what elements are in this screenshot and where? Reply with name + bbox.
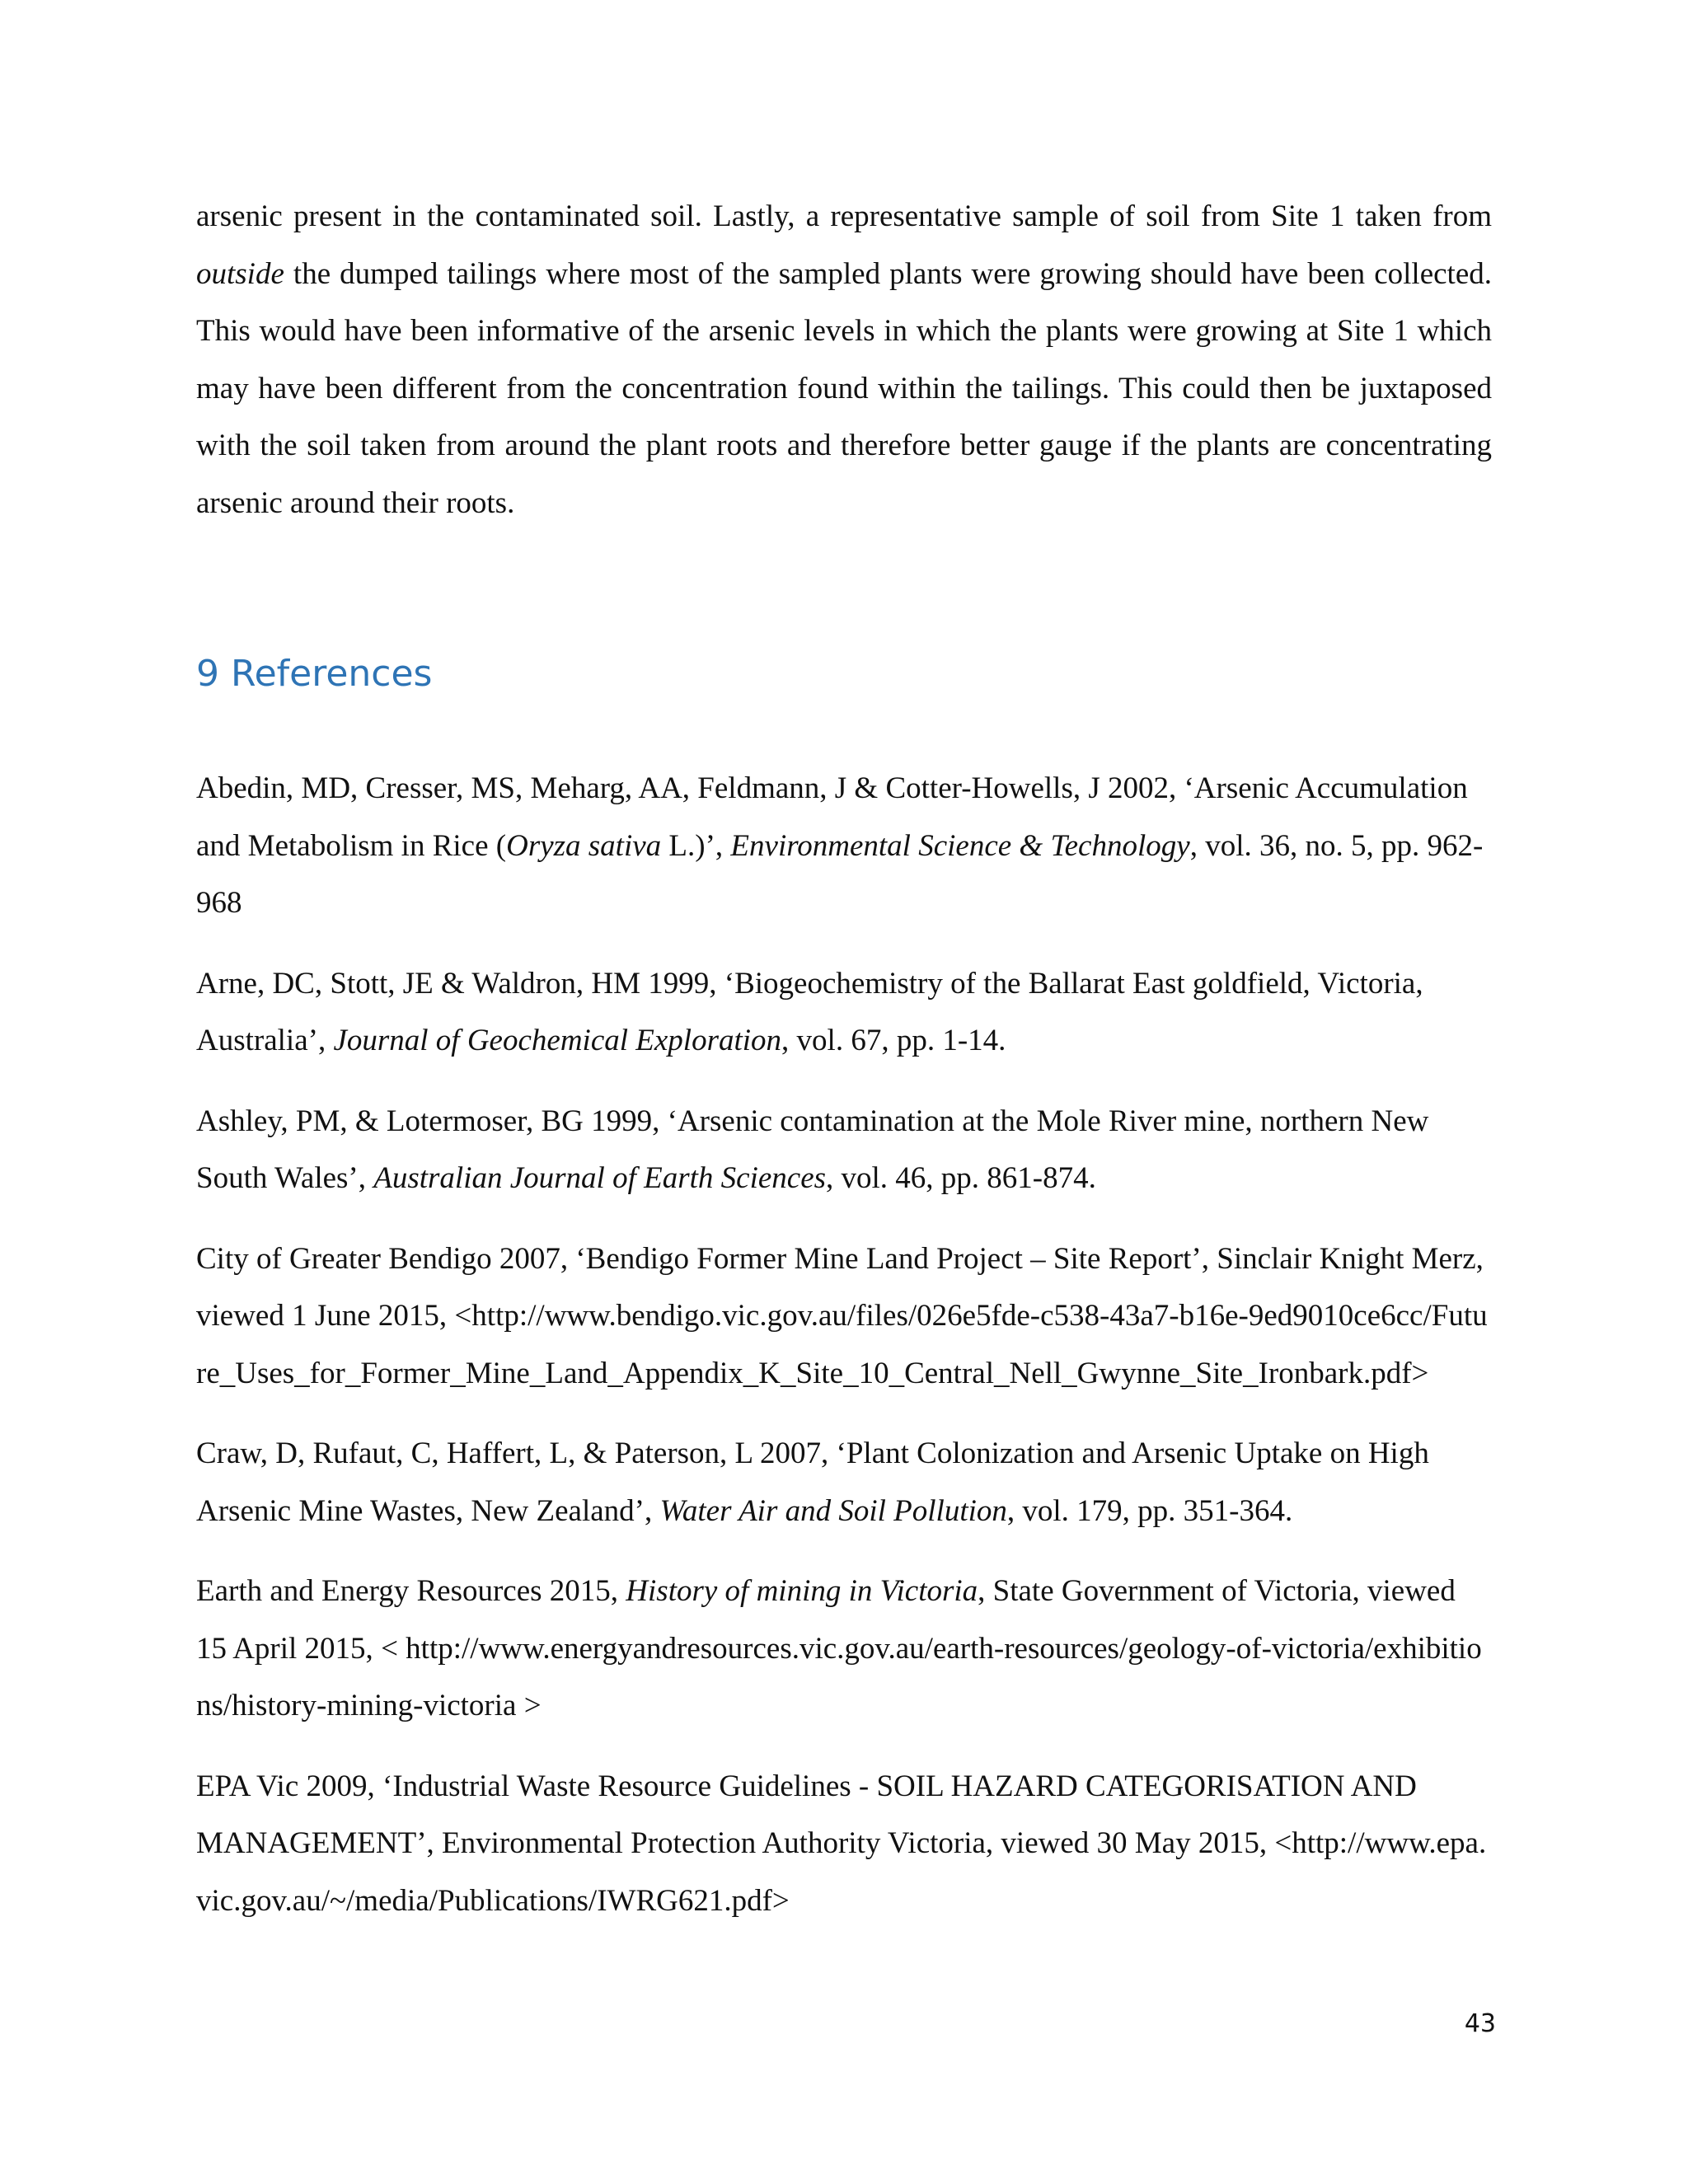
reference-entry: [196, 955, 1492, 1070]
journal-title: Water Air and Soil Pollution: [659, 1493, 1007, 1528]
reference-list: [196, 760, 1492, 1952]
reference-entry: [196, 1230, 1492, 1403]
reference-text: EPA Vic 2009, ‘Industrial Waste Resource Guidelines - SOIL HAZARD CATEGORISATION AND MANAGEMENT’, Environmental Protection Authority Victoria, viewed 30 May 2015,: [196, 1769, 1417, 1860]
reference-text: Abedin, MD, Cresser, MS, Meharg, AA, Feldmann, J & Cotter-Howells, J 2002, ‘Arsenic Accumulation and Metabolism in Rice (: [196, 771, 1468, 863]
body-text-segment: the dumped tailings where most of the sampled plants were growing should have been collected. This would have been informative of the arsenic levels in which the plants were growing at Site 1 which may have been different from the concentration found within the tailings. This could then be juxtaposed with the soil taken from around the plant roots and therefore better gauge if the plants are concentrating arsenic around their roots.: [196, 256, 1492, 520]
reference-entry: [196, 760, 1492, 932]
reference-text: , vol. 67, pp. 1-14.: [781, 1024, 1006, 1057]
reference-italic: Oryza sativa: [506, 828, 662, 863]
reference-text: , State Government of Victoria, viewed 15 April 2015,: [196, 1574, 1456, 1666]
reference-entry: [196, 1093, 1492, 1207]
reference-text: , vol. 179, pp. 351-364.: [1006, 1493, 1293, 1528]
reference-entry: [196, 1758, 1492, 1930]
reference-url[interactable]: <http://www.bendigo.vic.gov.au/files/026e5fde-c538-43a7-b16e-9ed9010ce6cc/Future_Uses_for_Former_Mine_Land_Appendix_K_Site_10_Central_Nell_Gwynne_Site_Ironbark.pdf>: [196, 1299, 1488, 1390]
emphasis-outside: outside: [196, 256, 284, 291]
reference-italic: History of mining in Victoria: [626, 1574, 978, 1608]
reference-text: Craw, D, Rufaut, C, Haffert, L, & Paterson, L 2007, ‘Plant Colonization and Arsenic Uptake on High Arsenic Mine Wastes, New Zealand’,: [196, 1436, 1429, 1528]
body-text-segment: arsenic present in the contaminated soil. Lastly, a representative sample of soil from Site 1 taken from: [196, 199, 1492, 233]
body-paragraph: [196, 188, 1492, 532]
reference-text: Ashley, PM, & Lotermoser, BG 1999, ‘Arsenic contamination at the Mole River mine, northern New South Wales’,: [196, 1104, 1429, 1195]
page-number: 43: [1464, 2009, 1496, 2038]
reference-entry: [196, 1563, 1492, 1735]
reference-entry: [196, 1425, 1492, 1540]
journal-title: Environmental Science & Technology: [730, 828, 1190, 863]
reference-text: City of Greater Bendigo 2007, ‘Bendigo Former Mine Land Project – Site Report’, Sinclair Knight Merz, viewed 1 June 2015,: [196, 1241, 1484, 1333]
reference-url[interactable]: <http://www.epa.vic.gov.au/~/media/Publications/IWRG621.pdf>: [196, 1826, 1487, 1918]
reference-text: Arne, DC, Stott, JE & Waldron, HM 1999, ‘Biogeochemistry of the Ballarat East goldfield, Victoria, Australia’,: [196, 966, 1423, 1057]
reference-text: L.)’,: [661, 828, 731, 863]
reference-text: , vol. 46, pp. 861-874.: [826, 1161, 1096, 1195]
section-heading: 9 References: [196, 653, 433, 695]
reference-url[interactable]: < http://www.energyandresources.vic.gov.au/earth-resources/geology-of-victoria/exhibitions/history-mining-victoria >: [196, 1631, 1482, 1722]
reference-text: Earth and Energy Resources 2015,: [196, 1574, 626, 1608]
journal-title: Australian Journal of Earth Sciences: [373, 1161, 827, 1195]
journal-title: Journal of Geochemical Exploration: [333, 1024, 782, 1057]
reference-text: , vol. 36, no. 5, pp. 962-968: [196, 828, 1484, 920]
